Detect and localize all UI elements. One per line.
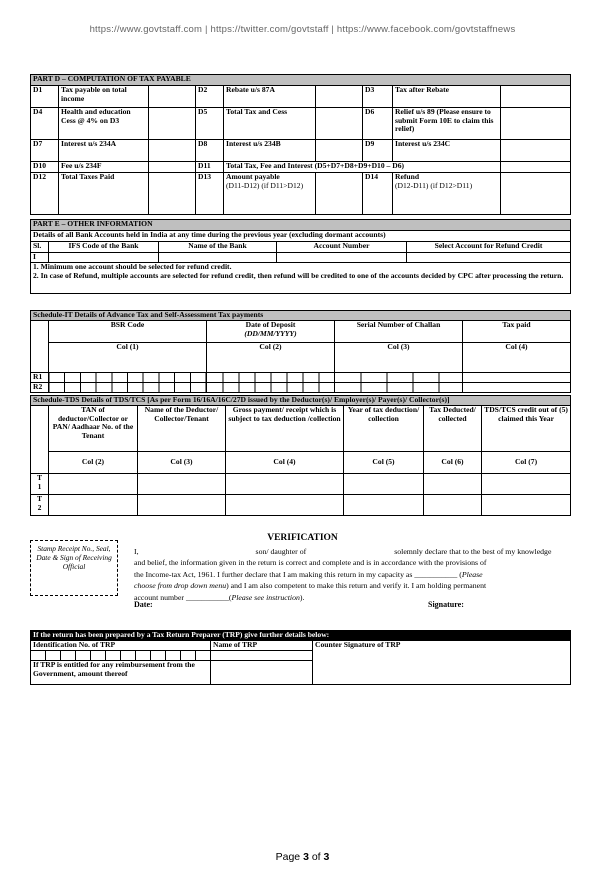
trp-reimbursement-input[interactable]: [211, 661, 313, 685]
tds-t2-name[interactable]: [138, 495, 226, 516]
tds-t1-gross[interactable]: [226, 474, 344, 495]
tds-t2-year[interactable]: [344, 495, 424, 516]
d12-value[interactable]: [149, 173, 196, 215]
tds-row-t2-letter: T: [36, 494, 43, 503]
it-header-bsr: BSR Code: [49, 321, 207, 343]
tds-t1-year[interactable]: [344, 474, 424, 495]
d4-code: D4: [31, 108, 59, 140]
bank-row-label: I: [31, 253, 49, 263]
part-e-note-2: 2. In case of Refund, multiple accounts are selected for refund credit, then refund will be credited to one of the accounts decided by CPC after processing the return.: [33, 270, 564, 280]
bank-ifsc-input[interactable]: [49, 253, 159, 263]
d14-code: D14: [363, 173, 393, 215]
d10-value[interactable]: [149, 162, 196, 173]
d11-code: D11: [196, 162, 224, 173]
part-e-subtitle: Details of all Bank Accounts held in India at any time during the previous year (excluding dormant accounts): [31, 231, 571, 242]
verification-line-4: [134, 580, 568, 591]
tds-t1-name[interactable]: [138, 474, 226, 495]
part-d-table: [30, 74, 571, 215]
verif-line1-c: solemnly declare that to the best of my knowledge: [394, 547, 552, 556]
stamp-receipt-box: Stamp Receipt No., Seal, Date & Sign of Receiving Official: [30, 540, 118, 596]
d4-label: Health and education Cess @ 4% on D3: [59, 108, 149, 140]
d5-label: Total Tax and Cess: [224, 108, 316, 140]
verif-line4-i: choose from drop down menu: [134, 581, 227, 591]
d1-label: Tax payable on total income: [59, 86, 149, 108]
d12-code: D12: [31, 173, 59, 215]
tds-col-4: Col (4): [226, 452, 344, 474]
d3-code: D3: [363, 86, 393, 108]
tds-row-t2-number: 2: [37, 502, 42, 512]
tds-t1-tan[interactable]: [49, 474, 138, 495]
tds-t2-credit[interactable]: [482, 495, 571, 516]
d11-value[interactable]: [501, 162, 571, 173]
tds-col-2: Col (2): [49, 452, 138, 474]
verif-line5-b: ).: [299, 592, 305, 602]
it-row-r1-label: R1: [31, 373, 49, 383]
tds-header-credit: TDS/TCS credit out of (5) claimed this Year: [482, 406, 571, 452]
verif-line4-b: ) and I am also competent to make this return and verify it. I am holding permanent: [226, 581, 487, 591]
d14-value[interactable]: [501, 173, 571, 215]
tds-col-3: Col (3): [138, 452, 226, 474]
trp-table: [30, 630, 571, 685]
bank-header-ifsc: IFS Code of the Bank: [49, 242, 159, 253]
tds-t2-tan[interactable]: [49, 495, 138, 516]
schedule-tds-title: Schedule-TDS Details of TDS/TCS [As per Form 16/16A/16C/27D issued by the Deductor(s)/ Employer(s)/ Payer(s)/ Collector(s)]: [31, 396, 571, 406]
d5-value[interactable]: [316, 108, 363, 140]
d3-value[interactable]: [501, 86, 571, 108]
tds-col-7: Col (7): [482, 452, 571, 474]
it-r2-date[interactable]: [207, 383, 335, 393]
tds-t2-deducted[interactable]: [424, 495, 482, 516]
schedule-it-title: Schedule-IT Details of Advance Tax and Self-Assessment Tax payments: [31, 311, 571, 321]
d8-label: Interest u/s 234B: [224, 140, 316, 162]
verif-line3-a: the Income-tax Act, 1961. I further declare that I am making this return in my capacity as ___________ (: [134, 569, 462, 579]
d13-label-main: Amount payable: [226, 172, 280, 181]
part-e-title: PART E – OTHER INFORMATION: [31, 220, 571, 231]
date-label: Date:: [134, 600, 153, 609]
verification-line-2: and belief, the information given in the return is correct and complete and is in accordance with the provisions of: [134, 558, 487, 568]
tds-col-5: Col (5): [344, 452, 424, 474]
it-r2-challan[interactable]: [335, 383, 463, 393]
d13-value[interactable]: [316, 173, 363, 215]
d4-value[interactable]: [149, 108, 196, 140]
bank-header-name: Name of the Bank: [159, 242, 277, 253]
d8-code: D8: [196, 140, 224, 162]
d13-code: D13: [196, 173, 224, 215]
d9-value[interactable]: [501, 140, 571, 162]
tds-t1-deducted[interactable]: [424, 474, 482, 495]
verification-line-5: [134, 592, 568, 603]
d1-value[interactable]: [149, 86, 196, 108]
tds-header-name: Name of the Deductor/ Collector/Tenant: [138, 406, 226, 452]
d3-label: Tax after Rebate: [393, 86, 501, 108]
d11-label: Total Tax, Fee and Interest (D5+D7+D8+D9+D10 – D6): [224, 162, 501, 173]
d10-code: D10: [31, 162, 59, 173]
bank-header-refund: Select Account for Refund Credit: [407, 242, 571, 253]
verification-line-3: [134, 569, 568, 580]
tds-col-6: Col (6): [424, 452, 482, 474]
trp-counter-signature-label: Counter Signature of TRP: [313, 641, 571, 685]
d1-code: D1: [31, 86, 59, 108]
it-col-2: Col (2): [207, 343, 335, 373]
d7-code: D7: [31, 140, 59, 162]
tds-header-gross: Gross payment/ receipt which is subject to tax deduction /collection: [226, 406, 344, 452]
d6-label: Relief u/s 89 (Please ensure to submit Form 10E to claim this relief): [393, 108, 501, 140]
bank-header-account: Account Number: [277, 242, 407, 253]
trp-name-label: Name of TRP: [211, 641, 313, 651]
bank-name-input[interactable]: [159, 253, 277, 263]
page-current: 3: [303, 851, 309, 863]
tds-row-t1-number: 1: [37, 481, 42, 491]
part-d-title: PART D – COMPUTATION OF TAX PAYABLE: [31, 75, 571, 86]
part-e-note-1: 1. Minimum one account should be selected for refund credit.: [33, 262, 232, 271]
verification-text: [134, 546, 568, 603]
signature-label: Signature:: [428, 600, 464, 609]
d14-label: [393, 173, 501, 215]
it-header-date-label: Date of Deposit: [245, 320, 296, 329]
trp-title: If the return has been prepared by a Tax Return Preparer (TRP) give further details below:: [31, 631, 571, 641]
page-total: 3: [323, 851, 330, 863]
it-r1-taxpaid[interactable]: [463, 373, 571, 383]
part-e-table: [30, 219, 571, 294]
d14-label-sub: (D12-D11) (if D12>D11): [395, 180, 473, 190]
verif-line1-b: son/ daughter of: [255, 547, 307, 556]
it-col-3: Col (3): [335, 343, 463, 373]
verif-line3-i: Please: [461, 569, 483, 579]
it-r2-bsr[interactable]: [49, 383, 207, 393]
it-r1-challan[interactable]: [335, 373, 463, 383]
verification-line-1: [134, 546, 568, 557]
header-links: https://www.govtstaff.com | https://twitter.com/govtstaff | https://www.facebook.com/govtstaffnews: [89, 24, 516, 35]
trp-reimbursement-label: If TRP is entitled for any reimbursement from the Government, amount thereof: [31, 661, 211, 685]
it-r1-date[interactable]: [207, 373, 335, 383]
tds-t2-gross[interactable]: [226, 495, 344, 516]
d12-label: Total Taxes Paid: [59, 173, 149, 215]
page-word: Page: [275, 851, 301, 863]
d13-label: [224, 173, 316, 215]
tds-header-year: Year of tax deduction/ collection: [344, 406, 424, 452]
page-of: of: [311, 851, 321, 863]
schedule-it-corner: [31, 321, 49, 373]
it-header-date-format: (DD/MM/YYYY): [244, 328, 297, 338]
it-header-date: [207, 321, 335, 343]
d2-value[interactable]: [316, 86, 363, 108]
verification-title: VERIFICATION: [267, 533, 338, 543]
bank-header-sl: Sl.: [31, 242, 49, 253]
tds-row-t2-label: [31, 495, 49, 516]
d13-label-sub: (D11-D12) (if D11>D12): [226, 180, 304, 190]
d6-value[interactable]: [501, 108, 571, 140]
tds-row-t1-label: [31, 474, 49, 495]
verif-line5-i: Please see instruction: [231, 592, 300, 602]
trp-id-input[interactable]: [31, 651, 211, 661]
part-e-notes: [31, 263, 571, 294]
tds-t1-credit[interactable]: [482, 474, 571, 495]
verif-line5-a: account number ___________(: [134, 592, 232, 602]
it-header-taxpaid: Tax paid: [463, 321, 571, 343]
d7-label: Interest u/s 234A: [59, 140, 149, 162]
bank-refund-select[interactable]: [407, 253, 571, 263]
d2-label: Rebate u/s 87A: [224, 86, 316, 108]
d2-code: D2: [196, 86, 224, 108]
d9-code: D9: [363, 140, 393, 162]
tds-row-t1-letter: T: [36, 473, 43, 482]
d8-value[interactable]: [316, 140, 363, 162]
d7-value[interactable]: [149, 140, 196, 162]
d9-label: Interest u/s 234C: [393, 140, 501, 162]
d5-code: D5: [196, 108, 224, 140]
trp-name-input[interactable]: [211, 651, 313, 661]
schedule-tds-table: [30, 395, 571, 516]
d14-label-main: Refund: [395, 172, 420, 181]
bank-account-input[interactable]: [277, 253, 407, 263]
it-r2-taxpaid[interactable]: [463, 383, 571, 393]
tds-header-tan: TAN of deductor/Collector or PAN/ Aadhaar No. of the Tenant: [49, 406, 138, 452]
it-row-r2-label: R2: [31, 383, 49, 393]
it-col-4: Col (4): [463, 343, 571, 373]
tds-header-deducted: Tax Deducted/ collected: [424, 406, 482, 452]
it-header-challan: Serial Number of Challan: [335, 321, 463, 343]
it-r1-bsr[interactable]: [49, 373, 207, 383]
trp-id-label: Identification No. of TRP: [31, 641, 211, 651]
it-col-1: Col (1): [49, 343, 207, 373]
d6-code: D6: [363, 108, 393, 140]
schedule-it-table: [30, 310, 571, 393]
schedule-tds-corner: [31, 406, 49, 474]
page-footer: [0, 851, 605, 863]
d10-label: Fee u/s 234F: [59, 162, 149, 173]
verif-line1-a: I,: [134, 547, 139, 556]
